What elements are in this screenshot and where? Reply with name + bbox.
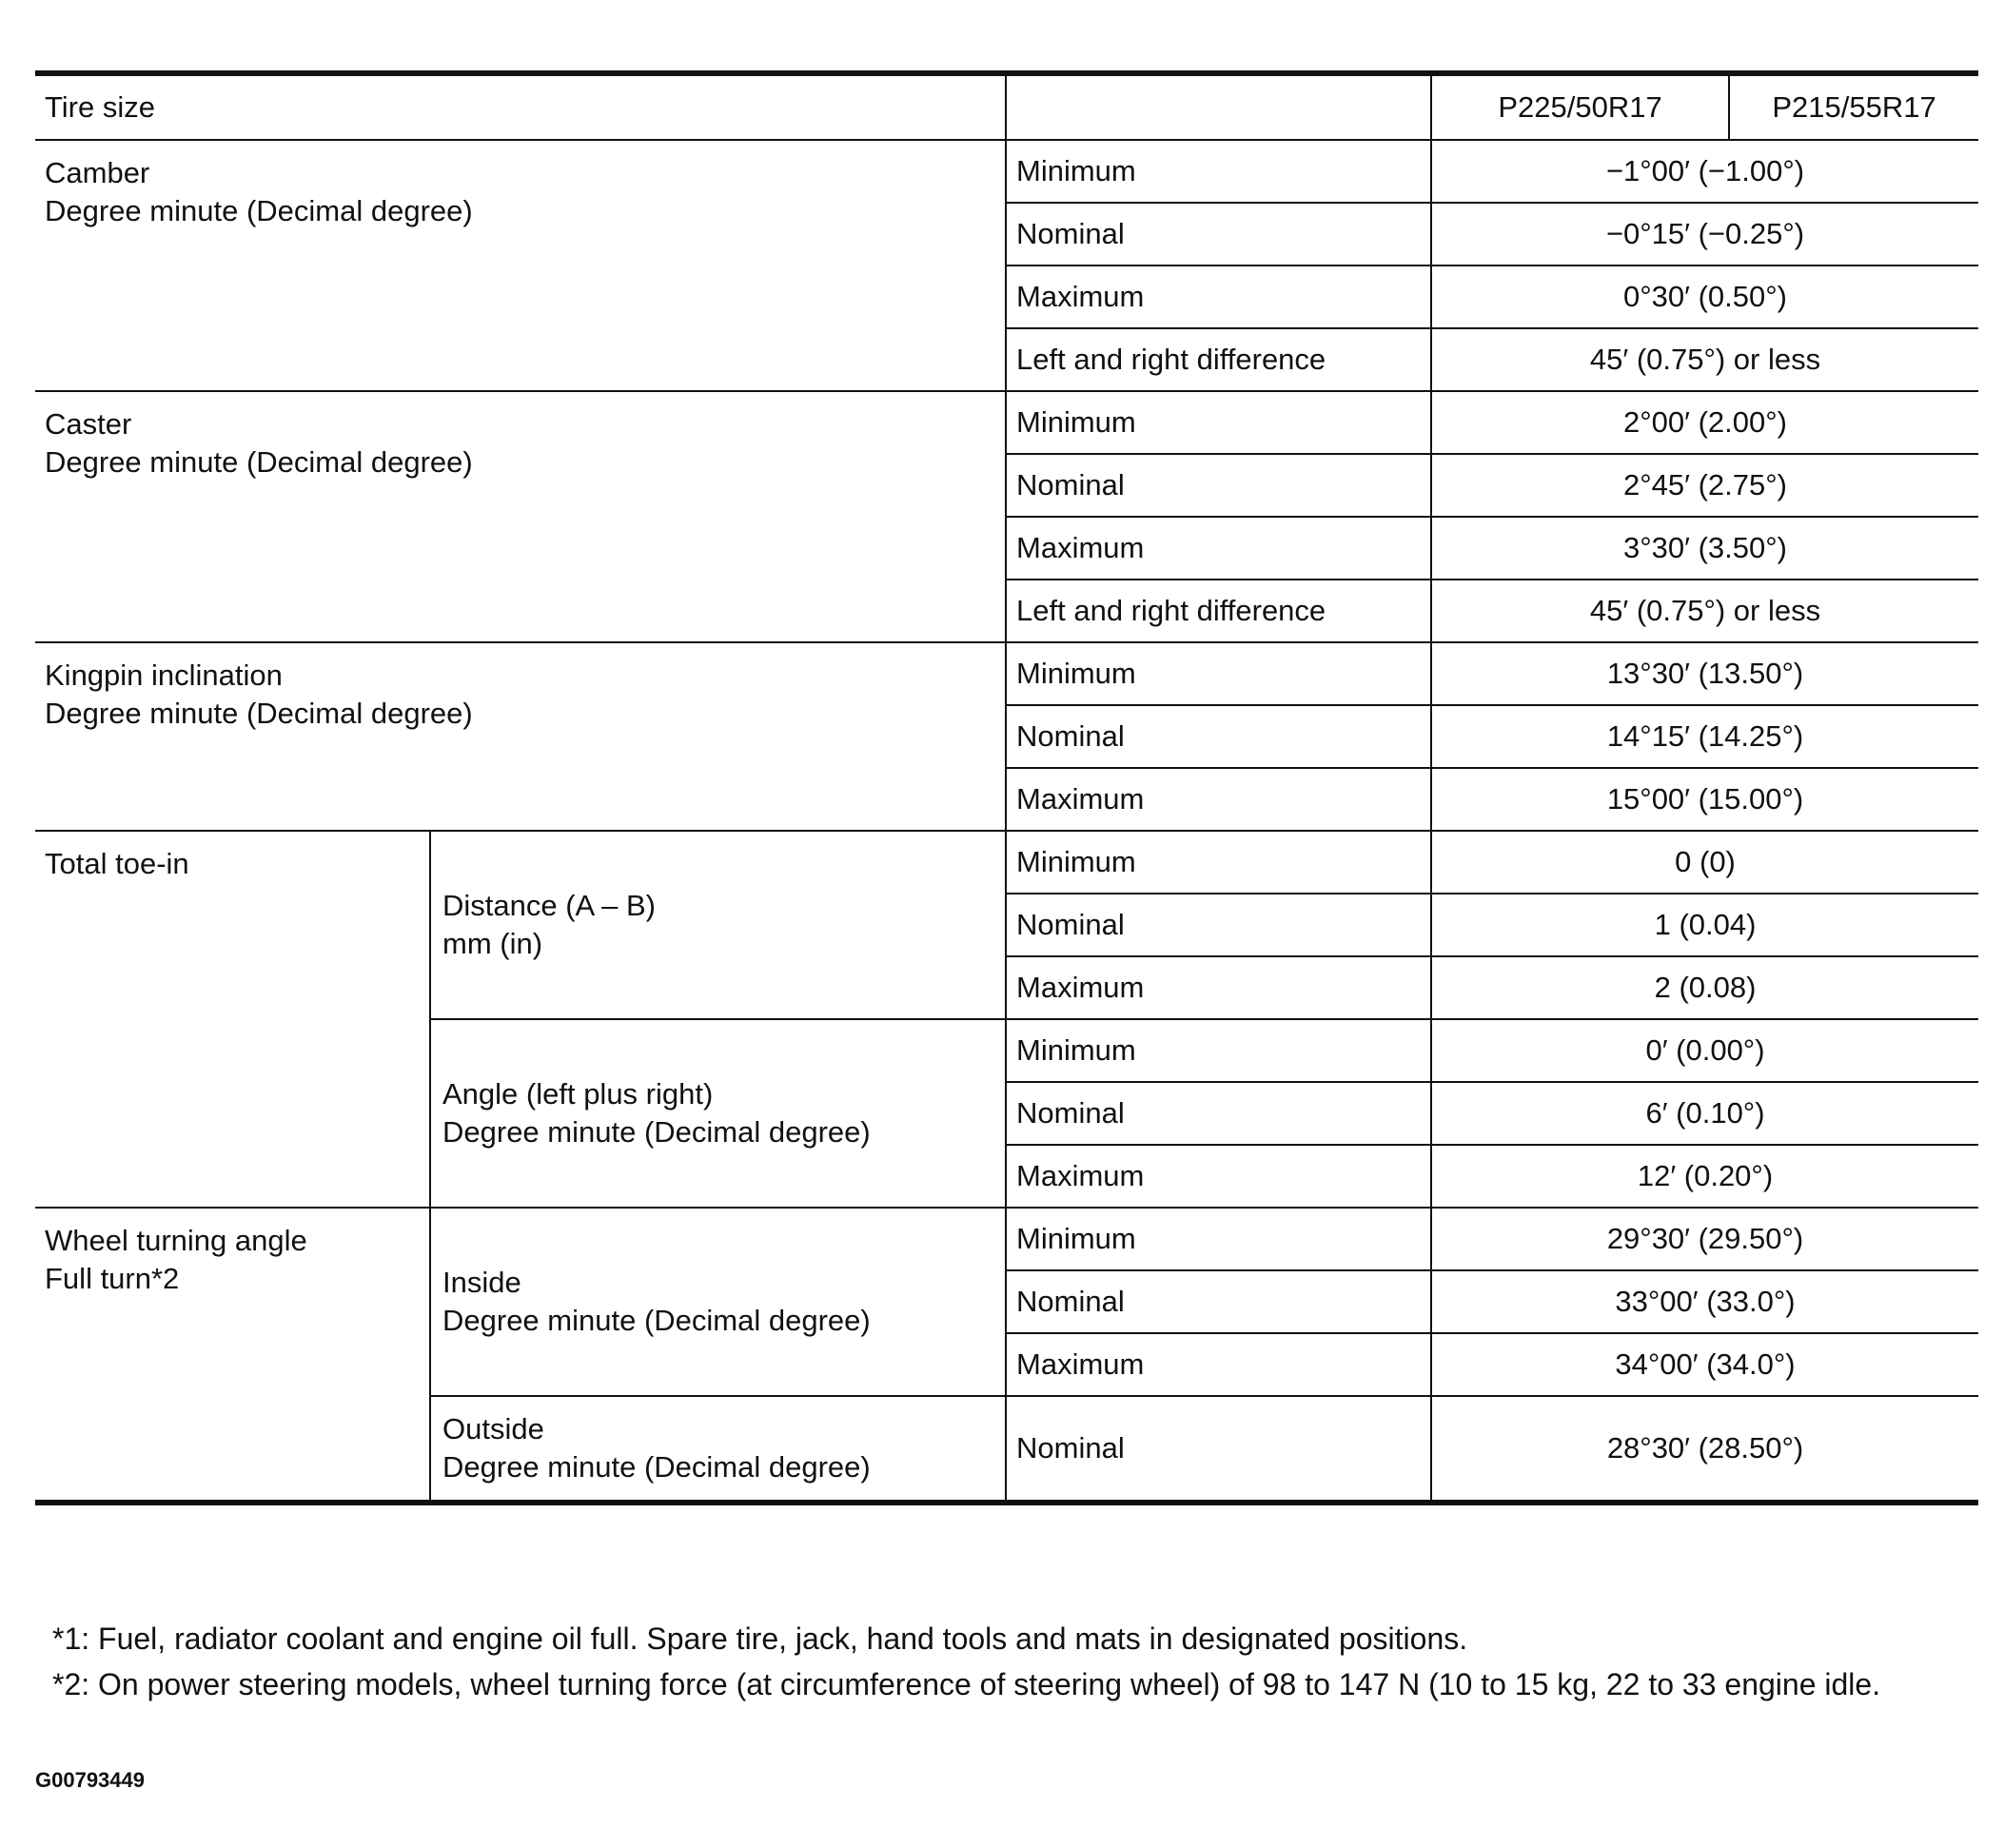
tire-size-label: Tire size xyxy=(35,73,1006,140)
row-label: Maximum xyxy=(1006,956,1431,1019)
row-value: 15°00′ (15.00°) xyxy=(1431,768,1978,831)
row-label: Minimum xyxy=(1006,1208,1431,1270)
camber-title: Camber xyxy=(45,156,150,189)
row-label: Nominal xyxy=(1006,454,1431,517)
turning-inside-subcategory xyxy=(430,1208,1006,1396)
row-value: 33°00′ (33.0°) xyxy=(1431,1270,1978,1333)
row-label: Minimum xyxy=(1006,831,1431,894)
row-label: Minimum xyxy=(1006,391,1431,454)
alignment-spec-sheet xyxy=(35,70,1978,1505)
row-label: Left and right difference xyxy=(1006,580,1431,642)
outside-unit: Degree minute (Decimal degree) xyxy=(442,1450,871,1484)
distance-title: Distance (A – B) xyxy=(442,889,656,922)
row-value: 2°45′ (2.75°) xyxy=(1431,454,1978,517)
row-value: 13°30′ (13.50°) xyxy=(1431,642,1978,705)
row-label: Nominal xyxy=(1006,1270,1431,1333)
inside-title: Inside xyxy=(442,1266,521,1299)
row-label: Nominal xyxy=(1006,1396,1431,1503)
turning-subtitle: Full turn*2 xyxy=(45,1262,180,1295)
header-blank-cell xyxy=(1006,73,1431,140)
row-value: −0°15′ (−0.25°) xyxy=(1431,203,1978,265)
table-row xyxy=(35,1208,1978,1270)
caster-category xyxy=(35,391,1006,642)
distance-unit: mm (in) xyxy=(442,927,543,960)
row-value: 6′ (0.10°) xyxy=(1431,1082,1978,1145)
wheel-alignment-table xyxy=(35,70,1978,1505)
table-row xyxy=(35,140,1978,203)
row-label: Maximum xyxy=(1006,265,1431,328)
row-value: −1°00′ (−1.00°) xyxy=(1431,140,1978,203)
row-value: 0′ (0.00°) xyxy=(1431,1019,1978,1082)
row-label: Minimum xyxy=(1006,642,1431,705)
figure-id: G00793449 xyxy=(35,1768,145,1792)
row-label: Maximum xyxy=(1006,517,1431,580)
kingpin-title: Kingpin inclination xyxy=(45,659,283,692)
row-label: Maximum xyxy=(1006,768,1431,831)
row-value: 14°15′ (14.25°) xyxy=(1431,705,1978,768)
angle-unit: Degree minute (Decimal degree) xyxy=(442,1115,871,1149)
row-value: 34°00′ (34.0°) xyxy=(1431,1333,1978,1396)
outside-title: Outside xyxy=(442,1412,544,1445)
camber-unit: Degree minute (Decimal degree) xyxy=(45,194,473,227)
row-label: Nominal xyxy=(1006,705,1431,768)
table-row xyxy=(35,391,1978,454)
inside-unit: Degree minute (Decimal degree) xyxy=(442,1304,871,1337)
row-value: 0°30′ (0.50°) xyxy=(1431,265,1978,328)
footnotes xyxy=(52,1620,1984,1711)
row-value: 28°30′ (28.50°) xyxy=(1431,1396,1978,1503)
row-label: Maximum xyxy=(1006,1145,1431,1208)
turning-category xyxy=(35,1208,430,1503)
turning-outside-subcategory xyxy=(430,1396,1006,1503)
toe-in-angle-subcategory xyxy=(430,1019,1006,1208)
row-value: 29°30′ (29.50°) xyxy=(1431,1208,1978,1270)
row-value: 3°30′ (3.50°) xyxy=(1431,517,1978,580)
row-label: Nominal xyxy=(1006,1082,1431,1145)
kingpin-unit: Degree minute (Decimal degree) xyxy=(45,697,473,730)
row-label: Maximum xyxy=(1006,1333,1431,1396)
row-value: 0 (0) xyxy=(1431,831,1978,894)
table-row xyxy=(35,831,1978,894)
row-value: 1 (0.04) xyxy=(1431,894,1978,956)
tire-size-col-2: P215/55R17 xyxy=(1729,73,1978,140)
kingpin-category xyxy=(35,642,1006,831)
caster-unit: Degree minute (Decimal degree) xyxy=(45,445,473,479)
row-label: Nominal xyxy=(1006,894,1431,956)
camber-category xyxy=(35,140,1006,391)
footnote-1: *1: Fuel, radiator coolant and engine oil full. Spare tire, jack, hand tools and mats in designated positions. xyxy=(52,1622,1468,1656)
caster-title: Caster xyxy=(45,407,132,441)
row-value: 2°00′ (2.00°) xyxy=(1431,391,1978,454)
row-label: Minimum xyxy=(1006,1019,1431,1082)
header-row xyxy=(35,73,1978,140)
toe-in-distance-subcategory xyxy=(430,831,1006,1019)
row-label: Nominal xyxy=(1006,203,1431,265)
angle-title: Angle (left plus right) xyxy=(442,1077,714,1111)
footnote-2: *2: On power steering models, wheel turning force (at circumference of steering wheel) of 98 to 147 N (10 to 15 kg, 22 to 33 engine idle. xyxy=(52,1667,1881,1701)
tire-size-col-1: P225/50R17 xyxy=(1431,73,1729,140)
row-value: 2 (0.08) xyxy=(1431,956,1978,1019)
turning-title: Wheel turning angle xyxy=(45,1224,307,1257)
row-value: 45′ (0.75°) or less xyxy=(1431,580,1978,642)
row-label: Minimum xyxy=(1006,140,1431,203)
table-row xyxy=(35,642,1978,705)
row-label: Left and right difference xyxy=(1006,328,1431,391)
toe-in-category: Total toe-in xyxy=(35,831,430,1208)
row-value: 12′ (0.20°) xyxy=(1431,1145,1978,1208)
row-value: 45′ (0.75°) or less xyxy=(1431,328,1978,391)
